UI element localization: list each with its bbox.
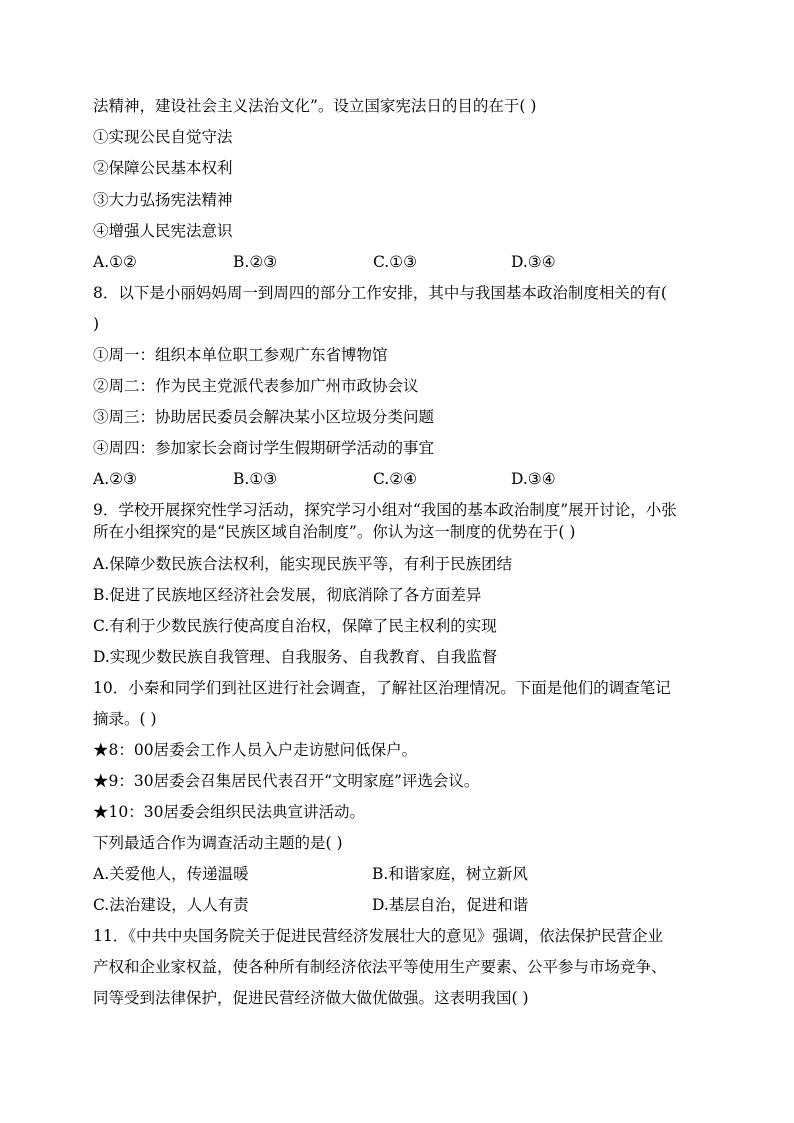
q9-option-c[interactable]: C.有利于少数民族行使高度自治权，保障了民主权利的实现 <box>93 617 497 635</box>
q11-stem-line-1: 11．《中共中央国务院关于促进民营经济发展壮大的意见》强调，依法保护民营企业 <box>93 927 663 945</box>
q9-stem-line-1: 9．学校开展探究性学习活动，探究学习小组对“我国的基本政治制度”展开讨论，小张 <box>93 501 677 519</box>
q8-options <box>93 464 713 495</box>
q10-option-d[interactable]: D.基层自治，促进和谐 <box>372 896 529 914</box>
q8-item-3: ③周三：协助居民委员会解决某小区垃圾分类问题 <box>93 408 435 426</box>
q7-option-b[interactable]: B.②③ <box>233 253 278 271</box>
q7-options <box>93 247 713 278</box>
q10-option-a[interactable]: A.关爱他人，传递温暖 <box>93 865 249 883</box>
q7-option-d[interactable]: D.③④ <box>511 253 556 271</box>
q10-note-1: ★8：00居委会工作人员入户走访慰问低保户。 <box>93 741 418 759</box>
q9-option-d[interactable]: D.实现少数民族自我管理、自我服务、自我教育、自我监督 <box>93 648 498 666</box>
q10-option-c[interactable]: C.法治建设，人人有责 <box>93 896 249 914</box>
q10-question: 下列最适合作为调查活动主题的是( ) <box>93 834 343 852</box>
q7-item-3: ③大力弘扬宪法精神 <box>93 191 233 209</box>
q8-item-4: ④周四：参加家长会商讨学生假期研学活动的事宜 <box>93 439 435 457</box>
q7-option-a[interactable]: A.①② <box>93 253 137 271</box>
q10-options-row-1 <box>93 859 713 890</box>
q11-stem-line-3: 同等受到法律保护，促进民营经济做大做优做强。这表明我国( ) <box>93 989 529 1007</box>
q8-option-d[interactable]: D.③④ <box>511 470 556 488</box>
q9-option-a[interactable]: A.保障少数民族合法权利，能实现民族平等，有利于民族团结 <box>93 555 513 573</box>
q10-stem-line-1: 10．小秦和同学们到社区进行社会调查，了解社区治理情况。下面是他们的调查笔记 <box>93 679 671 697</box>
q7-item-1: ①实现公民自觉守法 <box>93 128 233 146</box>
q10-options-row-2 <box>93 890 713 921</box>
q10-note-2: ★9：30居委会召集居民代表召开“文明家庭”评选会议。 <box>93 772 480 790</box>
q7-item-4: ④增强人民宪法意识 <box>93 222 233 240</box>
q8-item-2: ②周二：作为民主党派代表参加广州市政协会议 <box>93 377 419 395</box>
q8-stem-line-1: 8．以下是小丽妈妈周一到周四的部分工作安排，其中与我国基本政治制度相关的有( <box>93 284 667 302</box>
q9-option-b[interactable]: B.促进了民族地区经济社会发展，彻底消除了各方面差异 <box>93 586 482 604</box>
q10-note-3: ★10：30居委会组织民法典宣讲活动。 <box>93 803 365 821</box>
q8-option-a[interactable]: A.②③ <box>93 470 137 488</box>
q8-stem-line-2: ) <box>93 315 100 333</box>
q8-option-b[interactable]: B.①③ <box>233 470 278 488</box>
q10-option-b[interactable]: B.和谐家庭，树立新风 <box>372 865 528 883</box>
q7-option-c[interactable]: C.①③ <box>373 253 418 271</box>
q10-stem-line-2: 摘录。( ) <box>93 710 157 728</box>
q7-stem: 法精神，建设社会主义法治文化”。设立国家宪法日的目的在于( ) <box>93 97 537 115</box>
q9-stem-line-2: 所在小组探究的是“民族区域自治制度”。你认为这一制度的优势在于( ) <box>93 523 576 541</box>
q8-option-c[interactable]: C.②④ <box>373 470 418 488</box>
q8-item-1: ①周一：组织本单位职工参观广东省博物馆 <box>93 346 388 364</box>
q7-item-2: ②保障公民基本权利 <box>93 159 233 177</box>
q11-stem-line-2: 产权和企业家权益，使各种所有制经济依法平等使用生产要素、公平参与市场竞争、 <box>93 958 667 976</box>
